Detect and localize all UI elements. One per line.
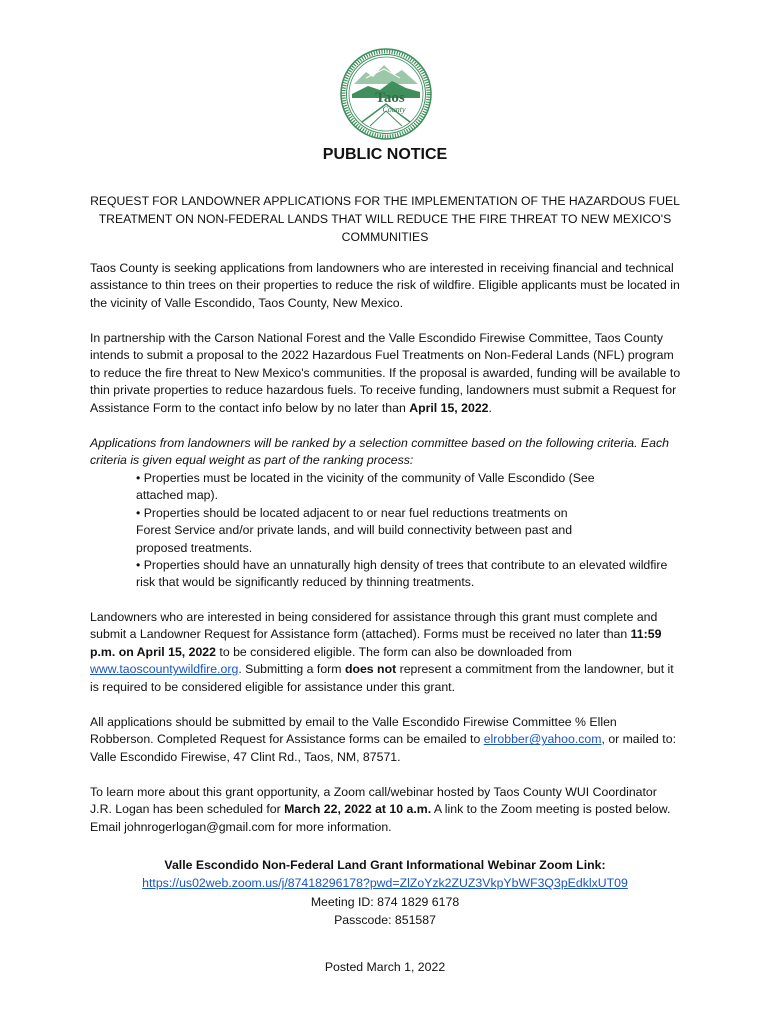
zoom-info	[0, 856, 770, 930]
webinar-text-a: To learn more about this grant opportunity, a Zoom call/webinar hosted by Taos County WUI Coordinator J.R. Logan has been scheduled for	[90, 785, 657, 817]
page-subtitle: REQUEST FOR LANDOWNER APPLICATIONS FOR THE IMPLEMENTATION OF THE HAZARDOUS FUEL TREATMENT ON NON-FEDERAL LANDS THAT WILL REDUCE THE FIRE THREAT TO NEW MEXICO'S COMMUNITIES	[90, 194, 680, 244]
partnership-end: .	[488, 400, 492, 415]
eligibility-text-d: represent a commitment from the landowner, but it is required to be considered eligible for assistance under this grant.	[90, 662, 674, 694]
eligibility-text-b: to be considered eligible. The form can also be downloaded from	[215, 644, 572, 659]
eligibility-text-c: . Submitting a form	[238, 662, 345, 677]
svg-text:County: County	[382, 105, 406, 114]
criteria-item-density: • Properties should have an unnaturally high density of trees that contribute to an elevated wildfire risk that would be significantly reduced by thinning treatments.	[136, 558, 668, 590]
criteria-intro: Applications from landowners will be ranked by a selection committee based on the following criteria. Each criteria is given equal weight as part of the ranking process:	[90, 436, 669, 468]
posted-date: Posted March 1, 2022	[324, 960, 446, 974]
form-deadline: 11:59 p.m. on April 15, 2022	[90, 627, 662, 659]
criteria-item-location: • Properties must be located in the vicinity of the community of Valle Escondido (See attached map).	[136, 471, 595, 503]
webinar-date: March 22, 2022 at 10 a.m.	[284, 802, 432, 817]
criteria-list	[136, 470, 684, 592]
criteria-item-adjacency: • Properties should be located adjacent to or near fuel reductions treatments on Forest Service and/or private lands, and will build connectivity between past and proposed treatments.	[136, 505, 573, 555]
page-title: PUBLIC NOTICE	[322, 146, 448, 163]
eligibility-paragraph	[90, 609, 682, 696]
svg-text:Taos: Taos	[375, 90, 405, 106]
meeting-id: Meeting ID: 874 1829 6178	[310, 894, 460, 909]
submission-text-b: , or mailed to: Valle Escondido Firewise, 47 Clint Rd., Taos, NM, 87571.	[90, 732, 676, 764]
submission-paragraph	[90, 714, 682, 766]
webinar-text-b: A link to the Zoom meeting is posted below. Email johnrogerlogan@gmail.com for more information.	[90, 802, 671, 834]
eligibility-text-a: Landowners who are interested in being considered for assistance through this grant must complete and submit a Landowner Request for Assistance form (attached). Forms must be received no later than	[90, 610, 658, 642]
zoom-link[interactable]: https://us02web.zoom.us/j/87418296178?pwd=ZlZoYzk2ZUZ3VkpYbWF3Q3pEdklxUT09	[142, 876, 628, 891]
emphasis-does-not: does not	[344, 662, 397, 677]
intro-paragraph: Taos County is seeking applications from landowners who are interested in receiving financial and technical assistance to thin trees on their properties to reduce the risk of wildfire. Eligible applicants must be located in the vicinity of Valle Escondido, Taos County, New Mexico.	[90, 261, 680, 310]
zoom-heading: Valle Escondido Non-Federal Land Grant Informational Webinar Zoom Link:	[164, 858, 606, 872]
passcode: Passcode: 851587	[334, 913, 436, 928]
submission-text-a: All applications should be submitted by email to the Valle Escondido Firewise Committee % Ellen Robberson. Completed Request for Assistance forms can be emailed to	[90, 715, 617, 747]
partnership-paragraph	[90, 330, 682, 417]
taos-county-seal-icon	[340, 48, 432, 140]
email-link[interactable]: elrobber@yahoo.com	[483, 732, 602, 747]
webinar-paragraph	[90, 784, 682, 836]
partnership-text: In partnership with the Carson National Forest and the Valle Escondido Firewise Committee, Taos County intends to submit a proposal to the 2022 Hazardous Fuel Treatments on Non-Federal Lands (NFL) program to reduce the fire threat to New Mexico's communities. If the proposal is awarded, funding will be available to thin private properties to reduce hazardous fuels. To receive funding, landowners must submit a Request for Assistance Form to the contact info below by no later than	[90, 331, 681, 415]
deadline-date: April 15, 2022	[409, 400, 489, 415]
wildfire-site-link[interactable]: www.taoscountywildfire.org	[90, 662, 239, 677]
